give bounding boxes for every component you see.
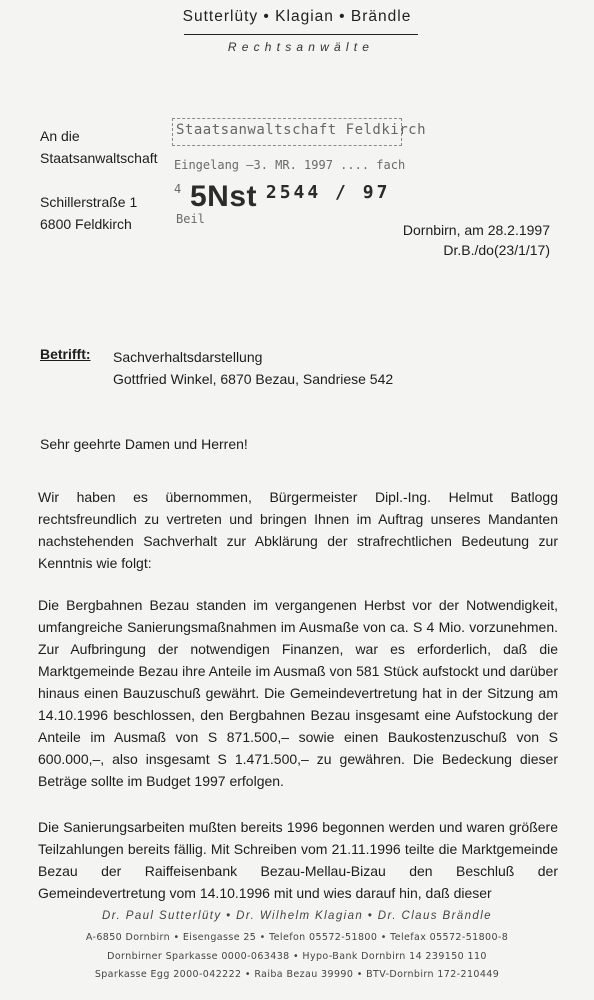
footer-bank-accounts-2: Sparkasse Egg 2000-042222 • Raiba Bezau 39990 • BTV-Dornbirn 172-210449 [94,969,500,980]
body-paragraph-1: Wir haben es übernommen, Bürgermeister Dipl.-Ing. Helmut Batlogg rechtsfreundlich zu vertreten und bringen Ihnen im Auftrag unseres Mandanten nachstehenden Sachverhalt zur Abklärung der strafrechtlichen Bedeutung zur Kenntnis wie folgt: [38,489,558,571]
recipient-line-2: Staatsanwaltschaft [40,150,158,166]
footer-address: A-6850 Dornbirn • Eisengasse 25 • Telefon 05572-51800 • Telefax 05572-51800-8 [85,932,509,943]
stamp-file-number-main: 5Nst [190,180,258,213]
stamp-file-number [190,180,390,214]
recipient-line-4: 6800 Feldkirch [40,216,132,232]
recipient-line-1: An die [40,128,80,144]
stamp-prefix: 4 [174,182,182,196]
footer-bank-accounts-1: Dornbirner Sparkasse 0000-063438 • Hypo-Bank Dornbirn 14 239150 110 [107,951,487,962]
stamp-footer: Beil [176,212,205,226]
letter-reference: Dr.B./do(23/1/17) [443,242,550,258]
date-block [403,220,550,260]
letterhead-rule [184,34,418,35]
subject-label: Betrifft: [40,346,91,362]
letter-date: Dornbirn, am 28.2.1997 [402,222,550,238]
body-paragraph-2: Die Bergbahnen Bezau standen im vergangenen Herbst vor der Notwendigkeit, umfangreiche Sanierungsmaßnahmen im Ausmaße von ca. S 4 Mio. vorzunehmen. Zur Aufbringung der notwendigen Finanzen, war es erforderlich, daß die Marktgemeinde Bezau ihre Anteile im Ausmaß von 581 Stück aufstockt und darüber hinaus einen Bauzuschuß gewährt. Die Gemeindevertretung hat in der Sitzung am 14.10.1996 beschlossen, den Bergbahnen Bezau insgesamt eine Aufstockung der Anteile im Ausmaß von S 871.500,– sowie einen Baukostenzuschuß von S 600.000,–, also insgesamt S 1.471.500,– zu gewähren. Die Bedeckung dieser Beträge sollte im Budget 1997 erfolgen. [38,597,558,789]
stamp-authority: Staatsanwaltschaft Feldkirch [176,122,427,138]
footer-partner-names: Dr. Paul Sutterlüty • Dr. Wilhelm Klagian • Dr. Claus Brändle [102,910,492,922]
body-paragraph-3: Die Sanierungsarbeiten mußten bereits 1996 begonnen werden und waren größere Teilzahlungen bereits fällig. Mit Schreiben vom 21.11.1996 teilte die Marktgemeinde Bezau der Raiffeisenbank Bezau-Mellau-Bizau den Beschluß der Gemeindevertretung vom 14.10.1996 mit und wies darauf hin, daß dieser [38,819,558,901]
stamp-file-number-digits: 2544 / 97 [265,182,391,203]
subject-line-1: Sachverhaltsdarstellung [113,349,263,365]
subject-text [113,346,393,390]
letterhead-firm-name: Sutterlüty • Klagian • Brändle [182,8,412,25]
recipient-line-3: Schillerstraße 1 [40,194,138,210]
reception-stamp [168,114,427,232]
stamp-received-date: Eingelang –3. MR. 1997 .... fach [174,158,406,172]
letterhead-subtitle: Rechtsanwälte [227,40,375,54]
salutation: Sehr geehrte Damen und Herren! [40,436,248,452]
subject-line-2: Gottfried Winkel, 6870 Bezau, Sandriese 542 [113,371,394,387]
